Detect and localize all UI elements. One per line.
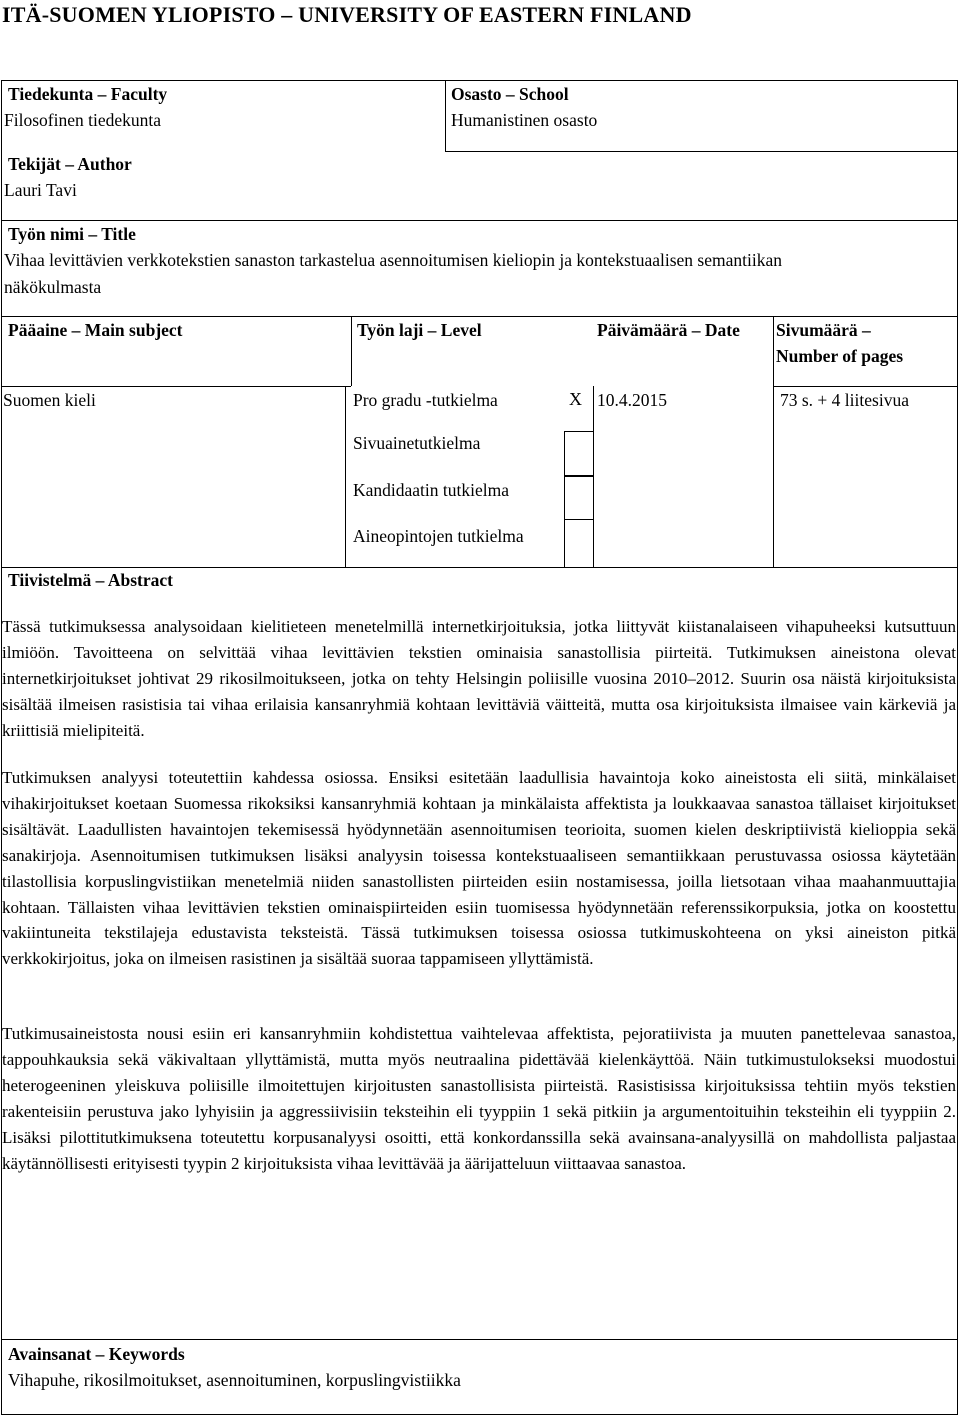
main-subject-label: Pääaine – Main subject bbox=[8, 320, 183, 340]
level-option-kandidaatti: Kandidaatin tutkielma bbox=[353, 480, 509, 500]
faculty-school-divider bbox=[445, 80, 446, 151]
author-label: Tekijät – Author bbox=[8, 154, 132, 174]
title-bottom-border bbox=[1, 316, 958, 317]
level-option-aineopinnot: Aineopintojen tutkielma bbox=[353, 526, 524, 546]
school-bottom-border bbox=[445, 151, 958, 152]
faculty-value: Filosofinen tiedekunta bbox=[4, 110, 161, 130]
title-value-line1: Vihaa levittävien verkkotekstien sanaston tarkastelua asennoitumisen kieliopin ja kontekstuaalisen semantiikan bbox=[4, 250, 782, 270]
keywords-value: Vihapuhe, rikosilmoitukset, asennoituminen, korpuslingvistiikka bbox=[8, 1370, 461, 1390]
faculty-label: Tiedekunta – Faculty bbox=[8, 84, 168, 104]
title-label: Työn nimi – Title bbox=[8, 224, 136, 244]
main-subject-value: Suomen kieli bbox=[3, 390, 96, 410]
level-option-sivuaine: Sivuainetutkielma bbox=[353, 433, 481, 453]
frame-right-border bbox=[957, 80, 958, 1414]
subject-header-bottom bbox=[1, 386, 351, 387]
abstract-paragraph-1: Tässä tutkimuksessa analysoidaan kielitieteen menetelmillä internetkirjoituksia, jotka liittyvät kiistanalaiseen vihapuheeksi kutsuttuun ilmiöön. Tavoitteena on selvittää vihaa levittävien tekstien ominaisia sanastollisia piirteitä. Tutkimuksen aineistona olevat internetkirjoitukset johtivat 29 rikosilmoitukseen, jotka on tehty Helsingin poliisille vuosina 2010–2012. Suurin osa näistä kirjoituksista sisältää ilmeisen rasistisia tai vihaa erilaisia kansanryhmiä kohtaan levittäviä väitteitä, mutta osa kirjoituksista ilmaisee vain kärkeviä ja kriittisiä mielipiteitä. bbox=[2, 617, 956, 740]
abstract-paragraph-3: Tutkimusaineistosta nousi esiin eri kansanryhmiin kohdistettua vaihtelevaa affektista, pejoratiivista ja muuten panettelevaa sanastoa, tappouhkauksia sekä väkivaltaan yllyttämistä, mutta myös neutraalina pidettävää kielenkäyttöä. Näin tutkimustulokseksi muodostui heterogeeninen yleiskuva poliisille ilmoitettujen kirjoitusten sanastollisista piirteistä. Rasistisissa kirjoituksissa tehtiin myös tekstien rakenteisiin perustuva jako lyhyisiin ja aggressiivisiin teksteihin eli tyyppiin 1 sekä pitkiin ja argumentoituihin teksteihin eli tyyppiin 2. Lisäksi pilottitutkimuksena toteutettu korpusanalyysi osoitti, että konkordanssilla sekä avainsana-analyysillä on mahdollista paljastaa käytännöllisesti erityisesti tyypin 2 kirjoituksista vihaa levittävää ja äärijatteluun viittaavaa sanastoa. bbox=[2, 1024, 956, 1173]
level-option-sivuaine-checkbox[interactable] bbox=[564, 431, 594, 476]
level-option-pro-gradu: Pro gradu -tutkielma bbox=[353, 390, 498, 410]
pages-header-bottom bbox=[773, 386, 958, 387]
level-option-kandidaatti-checkbox[interactable] bbox=[564, 476, 594, 520]
abstract-paragraph-2: Tutkimuksen analyysi toteutettiin kahdessa osiossa. Ensiksi esitetään laadullisia havaintoja koko aineistosta eli siitä, minkälaiset vihakirjoitukset koetaan Suomessa rikoksiksi kansanryhmiä kohtaan ja minkälaista affektista ja loukkaavaa sanastoa tällaiset kirjoitukset sisältävät. Laadullisten havaintojen tekemisessä hyödynnetään asennoitumisen teorioita, suomen kielen deskriptiivistä kielioppia sekä sanakirjoja. Asennoitumisen tutkimuksen lisäksi analyysin toisessa kontekstuaaliseen semantiikkaan perustuvassa osiossa käytetään tilastollisia korpuslingvistiikan menetelmiä niiden sanastollisten piirteiden esiin nostamisessa, joilla lietsotaan vihaa maahanmuuttajia kohtaan. Tällaisten vihaa levittävien tekstien ominaispiirteiden esiin tuomisessa hyödynnetään referenssikorpuksia, jotka on koostettu vakiintuneita tekstilajeja edustavista teksteistä. Tässä tutkimuksen toisessa osiossa tutkimuskohteena on yksi aineiston pitkä verkkokirjoitus, joka on ilmeisen rasistinen ja sisältää suoraa tappamiseen yllyttämistä. bbox=[2, 768, 956, 969]
subject-level-divider-bottom bbox=[345, 386, 346, 567]
keywords-top-border bbox=[1, 1339, 958, 1340]
subject-level-divider-top bbox=[351, 316, 352, 386]
school-value: Humanistinen osasto bbox=[451, 110, 598, 130]
keywords-label: Avainsanat – Keywords bbox=[8, 1344, 185, 1364]
frame-top-border bbox=[1, 80, 958, 81]
pages-label-line2: Number of pages bbox=[776, 346, 904, 366]
date-pages-divider bbox=[773, 316, 774, 567]
author-value: Lauri Tavi bbox=[4, 180, 77, 200]
level-option-aineopinnot-checkbox[interactable] bbox=[564, 519, 594, 568]
frame-left-border bbox=[1, 80, 2, 1414]
school-label: Osasto – School bbox=[451, 84, 569, 104]
pages-label-line1: Sivumäärä – bbox=[776, 320, 871, 340]
level-label: Työn laji – Level bbox=[357, 320, 482, 340]
author-bottom-border bbox=[1, 220, 958, 221]
level-option-pro-gradu-mark: X bbox=[569, 389, 582, 409]
pages-value: 73 s. + 4 liitesivua bbox=[780, 390, 909, 410]
frame-bottom-border bbox=[1, 1414, 958, 1415]
abstract-top-border bbox=[1, 567, 958, 568]
date-label: Päivämäärä – Date bbox=[597, 320, 740, 340]
date-value: 10.4.2015 bbox=[597, 390, 667, 410]
title-value-line2: näkökulmasta bbox=[4, 277, 102, 297]
abstract-label: Tiivistelmä – Abstract bbox=[8, 570, 173, 590]
university-heading: ITÄ-SUOMEN YLIOPISTO – UNIVERSITY OF EASTERN FINLAND bbox=[2, 2, 692, 27]
